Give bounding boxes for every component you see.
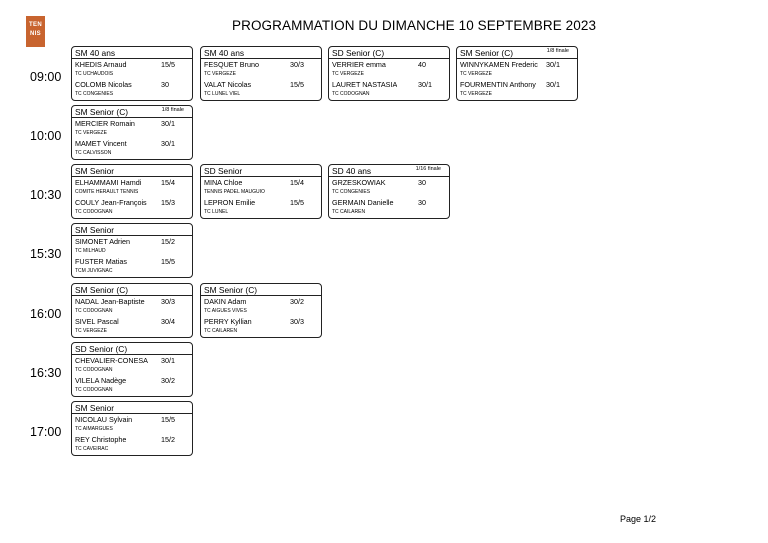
- match-card: [328, 164, 450, 219]
- match-stage: 1/8 finale: [546, 48, 569, 54]
- player-name: NADAL Jean-Baptiste: [75, 297, 145, 306]
- match-card: [200, 283, 322, 338]
- player-club: TC VERGEZE: [204, 71, 236, 77]
- player-name: NICOLAU Sylvain: [75, 415, 133, 424]
- logo-text-bottom: NIS: [30, 31, 41, 37]
- player-club: TC VERGEZE: [460, 91, 492, 97]
- player-ranking: 30/3: [290, 317, 304, 326]
- player-ranking: 15/3: [161, 198, 175, 207]
- match-category: SM Senior (C): [460, 48, 514, 58]
- match-category: SM Senior: [75, 166, 115, 176]
- player-club: TC CODOGNAN: [75, 387, 113, 393]
- player-name: LEPRON Emilie: [204, 198, 256, 207]
- page-title: PROGRAMMATION DU DIMANCHE 10 SEPTEMBRE 2023: [232, 18, 597, 33]
- player-club: TC CONGENIES: [332, 189, 371, 195]
- player-club: TC VERGEZE: [332, 71, 364, 77]
- player-club: TC CODOGNAN: [75, 209, 113, 215]
- player-club: TC CODOGNAN: [75, 367, 113, 373]
- card-divider: [201, 58, 321, 59]
- match-card: [328, 46, 450, 101]
- player-ranking: 30/3: [161, 297, 175, 306]
- match-card: [71, 105, 193, 160]
- tennis-logo: [26, 16, 45, 47]
- time-slot-label: 15:30: [30, 247, 62, 261]
- player-name: COLOMB Nicolas: [75, 80, 132, 89]
- card-divider: [72, 295, 192, 296]
- player-ranking: 30/1: [161, 119, 175, 128]
- player-name: VALAT Nicolas: [204, 80, 252, 89]
- player-ranking: 30: [418, 198, 426, 207]
- match-category: SM Senior: [75, 225, 115, 235]
- time-slot-label: 17:00: [30, 425, 62, 439]
- player-club: TC AIMARGUES: [75, 426, 113, 432]
- player-club: TC AIGUES VIVES: [204, 308, 247, 314]
- player-club: TC LUNEL VIEL: [204, 91, 241, 97]
- match-category: SD 40 ans: [332, 166, 372, 176]
- player-name: GERMAIN Danielle: [332, 198, 394, 207]
- player-ranking: 30/1: [161, 139, 175, 148]
- match-card: [71, 223, 193, 278]
- match-card: [71, 283, 193, 338]
- player-club: TC VERGEZE: [460, 71, 492, 77]
- match-category: SM Senior: [75, 403, 115, 413]
- player-name: MAMET Vincent: [75, 139, 127, 148]
- match-card: [71, 46, 193, 101]
- match-card: [456, 46, 578, 101]
- player-club: TC MILHAUD: [75, 248, 106, 254]
- player-name: GRZESKOWIAK: [332, 178, 386, 187]
- player-club: TC CAVEIRAC: [75, 446, 109, 452]
- match-category: SD Senior: [204, 166, 243, 176]
- match-category: SM 40 ans: [75, 48, 116, 58]
- player-ranking: 30/1: [418, 80, 432, 89]
- player-ranking: 30/1: [546, 80, 560, 89]
- player-name: WINNYKAMEN Frederic: [460, 60, 538, 69]
- player-name: FUSTER Matias: [75, 257, 127, 266]
- player-club: TC CAILAREN: [204, 328, 238, 334]
- player-ranking: 15/2: [161, 435, 175, 444]
- player-club: TC VERGEZE: [75, 328, 107, 334]
- player-ranking: 30/2: [290, 297, 304, 306]
- player-ranking: 30/3: [290, 60, 304, 69]
- time-slot-label: 10:30: [30, 188, 62, 202]
- player-ranking: 15/5: [290, 80, 304, 89]
- player-name: ELHAMMAMI Hamdi: [75, 178, 142, 187]
- logo-text-top: TEN: [29, 22, 42, 28]
- player-ranking: 30: [418, 178, 426, 187]
- match-category: SM Senior (C): [75, 285, 129, 295]
- time-slot-label: 10:00: [30, 129, 62, 143]
- player-name: FOURMENTIN Anthony: [460, 80, 536, 89]
- player-ranking: 15/2: [161, 237, 175, 246]
- player-name: COULY Jean-François: [75, 198, 147, 207]
- player-ranking: 15/4: [290, 178, 304, 187]
- player-club: COMITE HERAULT TENNIS: [75, 189, 139, 195]
- player-club: TC CODOGNAN: [75, 308, 113, 314]
- player-name: PERRY Kyllian: [204, 317, 252, 326]
- player-ranking: 15/5: [161, 257, 175, 266]
- match-card: [71, 401, 193, 456]
- player-ranking: 30/4: [161, 317, 175, 326]
- player-name: MERCIER Romain: [75, 119, 135, 128]
- player-ranking: 30/2: [161, 376, 175, 385]
- player-club: TC CAILAREN: [332, 209, 366, 215]
- player-name: SIVEL Pascal: [75, 317, 119, 326]
- card-divider: [201, 295, 321, 296]
- player-name: VILELA Nadège: [75, 376, 127, 385]
- player-name: VERRIER emma: [332, 60, 386, 69]
- match-card: [200, 46, 322, 101]
- player-club: TC CONGENIES: [75, 91, 114, 97]
- card-divider: [72, 235, 192, 236]
- time-slot-label: 16:00: [30, 307, 62, 321]
- player-club: TCM JUVIGNAC: [75, 268, 113, 274]
- player-club: TC CALVISSON: [75, 150, 112, 156]
- player-name: REY Christophe: [75, 435, 127, 444]
- card-divider: [457, 58, 577, 59]
- player-ranking: 15/5: [161, 60, 175, 69]
- player-name: DAKIN Adam: [204, 297, 247, 306]
- player-club: TC VERGEZE: [75, 130, 107, 136]
- card-divider: [329, 58, 449, 59]
- match-card: [71, 164, 193, 219]
- match-stage: 1/8 finale: [161, 107, 184, 113]
- player-ranking: 15/5: [161, 415, 175, 424]
- player-ranking: 30/1: [161, 356, 175, 365]
- page-number: Page 1/2: [620, 514, 657, 524]
- player-club: TENNIS PADEL MAUGUIO: [204, 189, 265, 195]
- match-stage: 1/16 finale: [415, 166, 441, 172]
- card-divider: [329, 176, 449, 177]
- player-name: SIMONET Adrien: [75, 237, 130, 246]
- card-divider: [72, 354, 192, 355]
- player-name: LAURET NASTASIA: [332, 80, 398, 89]
- player-ranking: 15/5: [290, 198, 304, 207]
- match-category: SM Senior (C): [204, 285, 258, 295]
- card-divider: [72, 58, 192, 59]
- match-category: SM 40 ans: [204, 48, 245, 58]
- card-divider: [201, 176, 321, 177]
- match-category: SD Senior (C): [75, 344, 128, 354]
- player-club: TC UCHAUDOIS: [75, 71, 114, 77]
- player-name: MINA Chloe: [204, 178, 243, 187]
- match-category: SD Senior (C): [332, 48, 385, 58]
- time-slot-label: 16:30: [30, 366, 62, 380]
- match-category: SM Senior (C): [75, 107, 129, 117]
- player-ranking: 40: [418, 60, 426, 69]
- player-club: TC LUNEL: [204, 209, 229, 215]
- player-ranking: 30/1: [546, 60, 560, 69]
- player-name: CHEVALIER-CONESA: [75, 356, 148, 365]
- player-ranking: 15/4: [161, 178, 175, 187]
- player-name: FESQUET Bruno: [204, 60, 259, 69]
- match-card: [71, 342, 193, 397]
- card-divider: [72, 413, 192, 414]
- player-name: KHEDIS Arnaud: [75, 60, 127, 69]
- time-slot-label: 09:00: [30, 70, 62, 84]
- player-club: TC CODOGNAN: [332, 91, 370, 97]
- card-divider: [72, 117, 192, 118]
- match-card: [200, 164, 322, 219]
- card-divider: [72, 176, 192, 177]
- player-ranking: 30: [161, 80, 169, 89]
